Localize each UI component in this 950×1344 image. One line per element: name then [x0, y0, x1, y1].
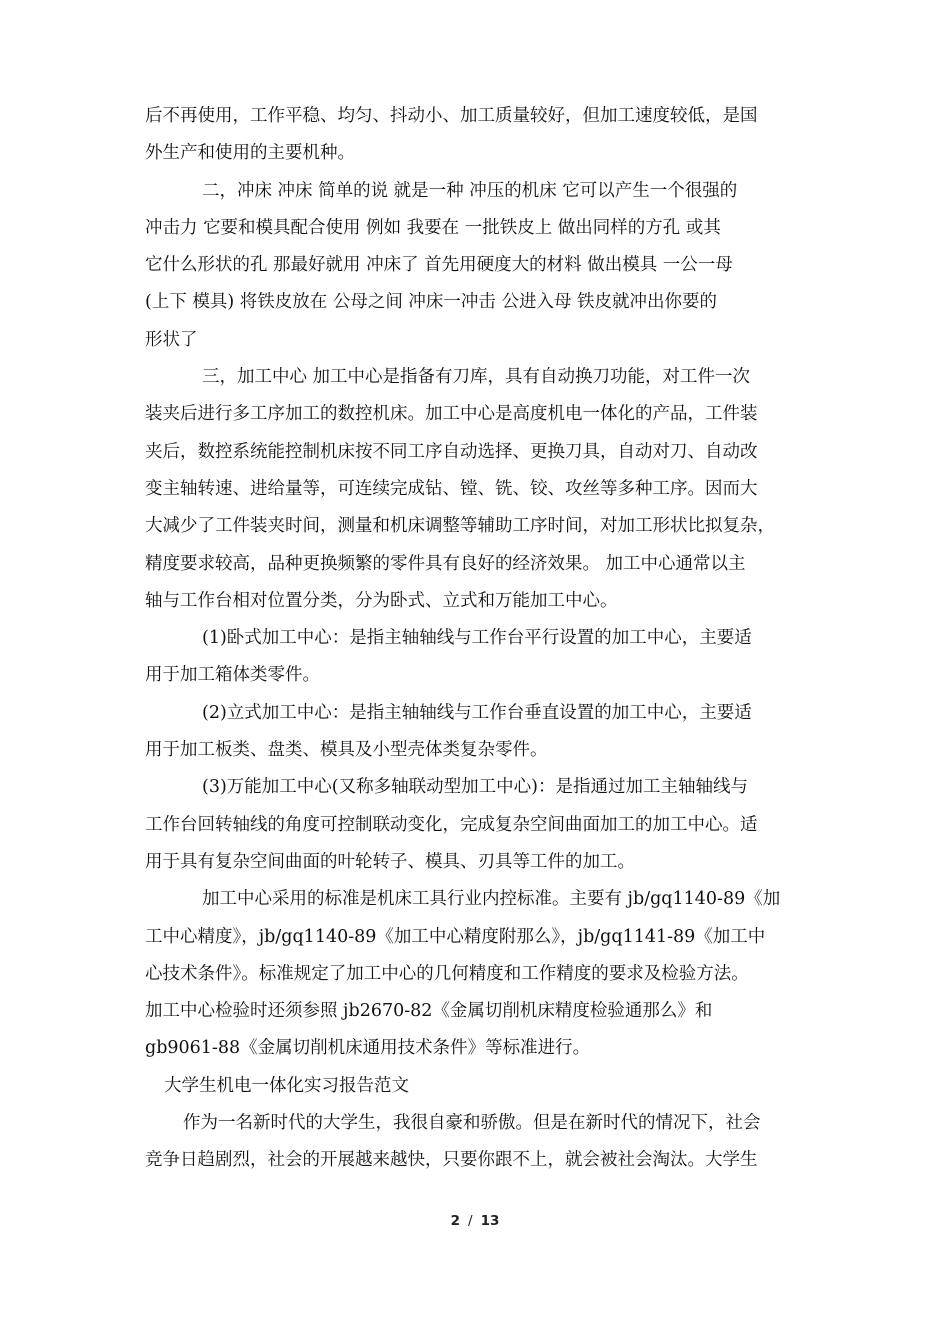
text-line: 作为一名新时代的大学生，我很自豪和骄傲。但是在新时代的情况下，社会	[183, 1113, 761, 1134]
text-line: 用于加工板类、盘类、模具及小型壳体类复杂零件。	[145, 740, 548, 761]
text-line: 装夹后进行多工序加工的数控机床。加工中心是高度机电一体化的产品，工件装	[145, 404, 758, 425]
text-line: 竞争日趋剧烈，社会的开展越来越快，只要你跟不上，就会被社会淘汰。大学生	[145, 1150, 758, 1171]
current-page: 2	[450, 1213, 461, 1229]
text-line: 大减少了工件装夹时间，测量和机床调整等辅助工序时间，对加工形状比拟复杂，	[145, 516, 775, 537]
text-line: (上下 模具) 将铁皮放在 公母之间 冲床一冲击 公进入母 铁皮就冲出你要的	[145, 292, 718, 313]
text-line: (1)卧式加工中心：是指主轴轴线与工作台平行设置的加工中心，主要适	[202, 628, 752, 649]
text-line: 形状了	[145, 329, 198, 350]
text-line: 工作台回转轴线的角度可控制联动变化，完成复杂空间曲面加工的加工中心。适	[145, 814, 758, 835]
text-line: 变主轴转速、进给量等，可连续完成钻、镗、铣、铰、攻丝等多种工序。因而大	[145, 478, 758, 499]
text-line: (3)万能加工中心(又称多轴联动型加工中心)：是指通过加工主轴轴线与	[202, 777, 748, 798]
text-line: 精度要求较高，品种更换频繁的零件具有良好的经济效果。 加工中心通常以主	[145, 553, 746, 574]
page-separator: /	[468, 1213, 473, 1229]
text-line: 后不再使用，工作平稳、均匀、抖动小、加工质量较好，但加工速度较低，是国	[145, 106, 758, 126]
text-line: 夹后，数控系统能控制机床按不同工序自动选择、更换刀具，自动对刀、自动改	[145, 441, 758, 462]
page-number	[0, 1213, 950, 1229]
text-line: 加工中心检验时还须参照 jb2670-82《金属切削机床精度检验通那么》和	[145, 1001, 713, 1022]
text-line: 冲击力 它要和模具配合使用 例如 我要在 一批铁皮上 做出同样的方孔 或其	[145, 217, 721, 238]
text-line: 工中心精度》，jb/gq1140-89《加工中心精度附那么》，jb/gq1141-89《加工中	[145, 926, 766, 947]
document-body	[145, 98, 810, 1180]
text-line: 用于具有复杂空间曲面的叶轮转子、模具、刃具等工件的加工。	[145, 851, 635, 872]
text-line: (2)立式加工中心：是指主轴轴线与工作台垂直设置的加工中心，主要适	[202, 702, 752, 723]
text-line: gb9061-88《金属切削机床通用技术条件》等标准进行。	[145, 1038, 591, 1059]
text-line: 它什么形状的孔 那最好就用 冲床了 首先用硬度大的材料 做出模具 一公一母	[145, 255, 733, 276]
total-pages: 13	[480, 1213, 500, 1229]
text-line: 心技术条件》。标准规定了加工中心的几何精度和工作精度的要求及检验方法。	[145, 963, 749, 984]
section-heading: 大学生机电一体化实习报告范文	[164, 1075, 409, 1096]
text-line: 二，冲床 冲床 简单的说 就是一种 冲压的机床 它可以产生一个很强的	[202, 180, 738, 201]
text-line: 外生产和使用的主要机种。	[145, 143, 355, 164]
text-line: 三，加工中心 加工中心是指备有刀库，具有自动换刀功能，对工件一次	[202, 367, 751, 388]
text-line: 轴与工作台相对位置分类，分为卧式、立式和万能加工中心。	[145, 590, 618, 611]
text-line: 用于加工箱体类零件。	[145, 665, 320, 686]
text-line: 加工中心采用的标准是机床工具行业内控标准。主要有 jb/gq1140-89《加	[202, 889, 781, 910]
